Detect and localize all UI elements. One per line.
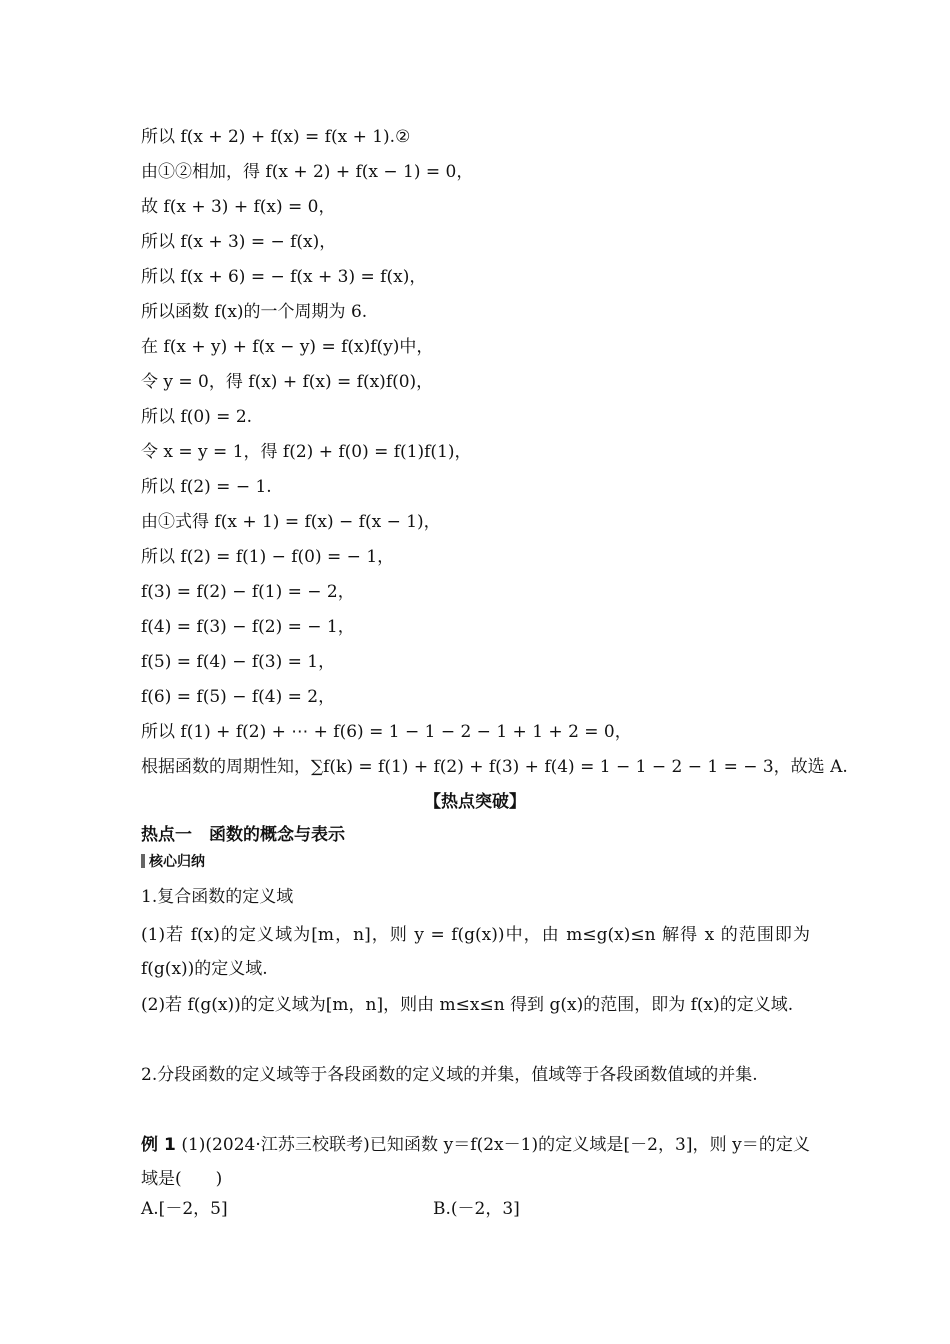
point-1-item-1: (1)若 f(x)的定义域为[m，n]，则 y = f(g(x))中，由 m≤g(x)≤n 解得 x 的范围即为 f(g(x))的定义域.: [141, 925, 810, 979]
core-summary-tag: [141, 851, 810, 872]
solution-line: 令 x = y = 1，得 f(2) + f(0) = f(1)f(1)，: [141, 442, 472, 462]
point-1-item-2: (2)若 f(g(x))的定义域为[m，n]，则由 m≤x≤n 得到 g(x)的范围，即为 f(x)的定义域.: [141, 995, 794, 1015]
example-label: 例 1: [141, 1135, 176, 1155]
solution-line: 令 y = 0，得 f(x) + f(x) = f(x)f(0)，: [141, 372, 434, 392]
hotspot-heading: 热点一 函数的概念与表示: [141, 825, 345, 845]
solution-line: 所以函数 f(x)的一个周期为 6.: [141, 302, 368, 322]
point-1-title: 1.复合函数的定义域: [141, 887, 294, 907]
solution-line: f(5) = f(4) − f(3) = 1，: [141, 652, 336, 672]
solution-line: 所以 f(2) = − 1.: [141, 477, 272, 497]
tag-bar-icon: [141, 854, 145, 868]
solution-line: 所以 f(x + 2) + f(x) = f(x + 1).②: [141, 127, 411, 147]
solution-line: 所以 f(x + 6) = − f(x + 3) = f(x)，: [141, 267, 427, 287]
solution-line: 故 f(x + 3) + f(x) = 0，: [141, 197, 336, 217]
solution-line: f(4) = f(3) − f(2) = − 1，: [141, 617, 355, 637]
solution-line: 由①式得 f(x + 1) = f(x) − f(x − 1)，: [141, 512, 441, 532]
solution-line: f(6) = f(5) − f(4) = 2，: [141, 687, 336, 707]
solution-line: 所以 f(0) = 2.: [141, 407, 253, 427]
point-2: 2.分段函数的定义域等于各段函数的定义域的并集，值域等于各段函数值域的并集.: [141, 1065, 758, 1085]
solution-line: 由①②相加，得 f(x + 2) + f(x − 1) = 0，: [141, 162, 474, 182]
choice-a: A.[－2，5]: [141, 1199, 228, 1219]
solution-line: 所以 f(2) = f(1) − f(0) = − 1，: [141, 547, 395, 567]
solution-line: 所以 f(x + 3) = − f(x)，: [141, 232, 337, 252]
example-1: [141, 1128, 810, 1196]
core-summary-label: 核心归纳: [149, 854, 205, 870]
solution-line: 根据函数的周期性知，∑f(k) = f(1) + f(2) + f(3) + f(4) = 1 − 1 − 2 − 1 = − 3，故选 A.: [141, 757, 848, 777]
choice-b: B.(－2，3]: [433, 1199, 520, 1219]
solution-line: 所以 f(1) + f(2) + ⋯ + f(6) = 1 − 1 − 2 − 1 + 1 + 2 = 0，: [141, 722, 632, 742]
section-title: 【热点突破】: [424, 792, 526, 812]
example-text: (1)(2024·江苏三校联考)已知函数 y＝f(2x－1)的定义域是[－2，3]，则 y＝的定义域是( ): [141, 1135, 810, 1189]
solution-line: f(3) = f(2) − f(1) = − 2，: [141, 582, 355, 602]
solution-line: 在 f(x + y) + f(x − y) = f(x)f(y)中，: [141, 337, 434, 357]
